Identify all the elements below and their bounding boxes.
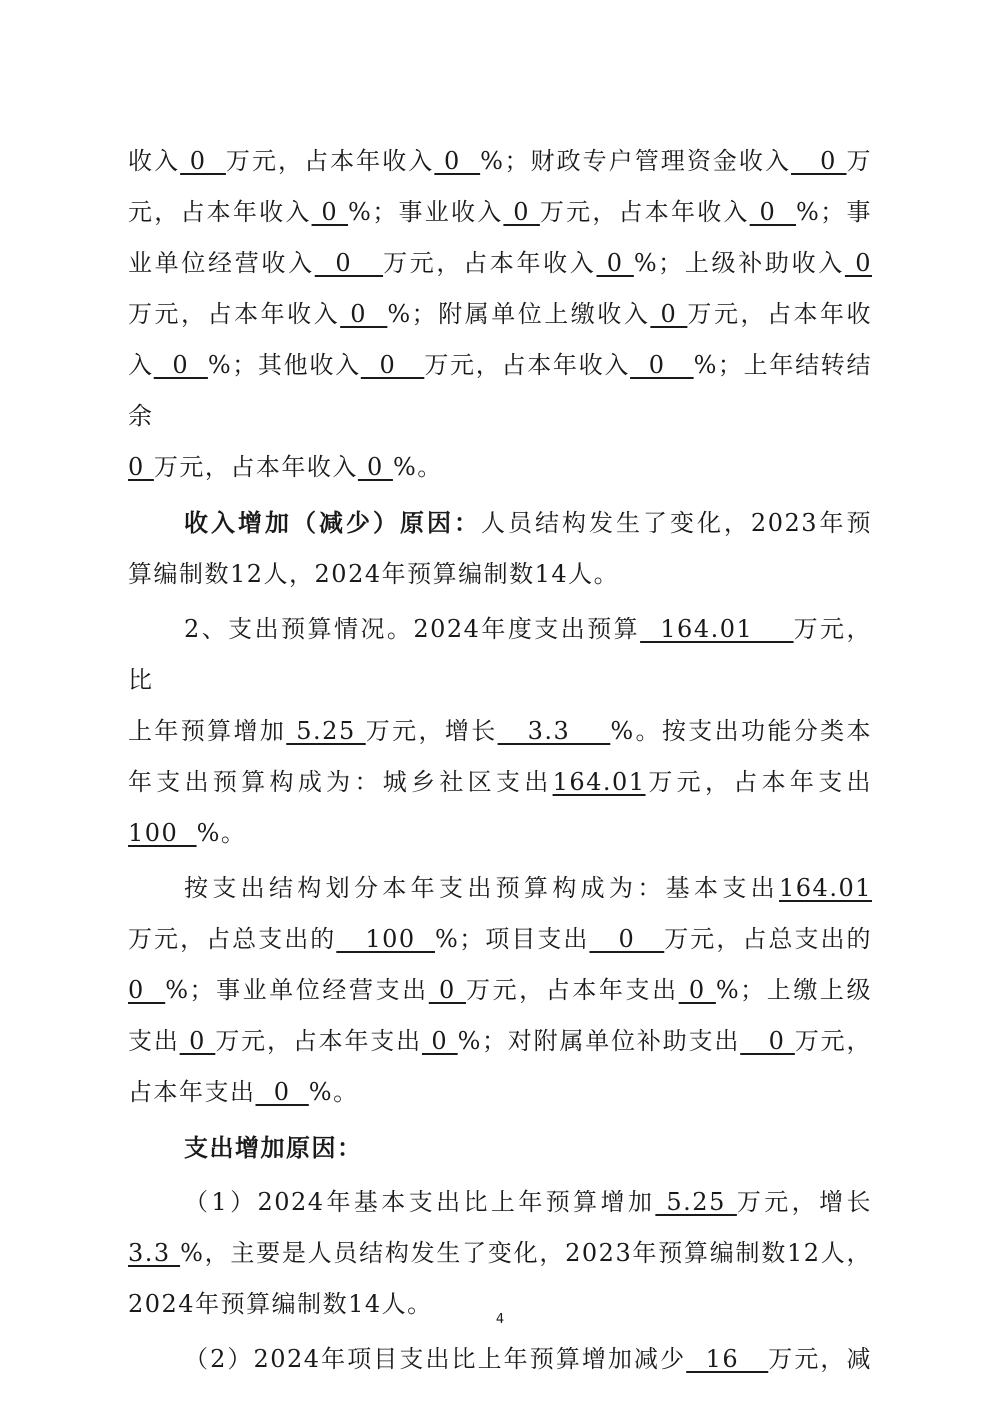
- underlined-value: 0: [180, 147, 226, 175]
- text: 收入: [128, 147, 181, 175]
- text: 万元，增长: [365, 717, 498, 745]
- underlined-value: 0: [314, 249, 384, 277]
- underlined-value: 5.25: [655, 1188, 737, 1216]
- text: 2、支出预算情况。2024年度支出预算: [184, 615, 641, 643]
- text: 人员结构发生了变化，2023年预: [480, 509, 873, 537]
- underlined-value: 0: [360, 351, 425, 379]
- underlined-value: 0: [844, 249, 873, 277]
- paragraph-income-line-1: [128, 136, 872, 187]
- text: %；上级补助收入: [633, 249, 845, 277]
- paragraph-structure-line-2: [128, 914, 872, 965]
- paragraph-structure-line-3: [128, 965, 872, 1016]
- paragraph-income-line-5: [128, 340, 872, 442]
- text: %；附属单位上缴收入: [387, 300, 651, 328]
- text: 万元，占本年支出: [645, 768, 873, 796]
- text: %；事业单位经营支出: [165, 976, 429, 1004]
- text: %；上年结转结余: [128, 351, 873, 430]
- text: 万元，占本年收入: [424, 351, 631, 379]
- underlined-value: 5.25: [286, 717, 366, 745]
- underlined-value: 0: [791, 147, 847, 175]
- page-number: 4: [495, 1312, 505, 1327]
- section-heading-expenditure-reason: [128, 1122, 872, 1173]
- text: %；其他收入: [207, 351, 361, 379]
- underlined-value: 0: [153, 351, 208, 379]
- underlined-value: 0: [428, 976, 466, 1004]
- paragraph-structure-line-5: [128, 1067, 872, 1118]
- text: 万元，占总支出的: [664, 925, 873, 953]
- underlined-value: 3.3: [497, 717, 611, 745]
- text: 按支出结构划分本年支出预算构成为：基本支出: [184, 874, 780, 902]
- underlined-value: 3.3: [128, 1239, 181, 1267]
- underlined-value: 16: [686, 1345, 769, 1373]
- underlined-value: 0: [650, 300, 688, 328]
- paragraph-reason-1-line-1: [128, 1177, 872, 1228]
- underlined-value: 0: [357, 453, 393, 481]
- text: %；项目支出: [434, 925, 590, 953]
- text: %。: [392, 453, 443, 481]
- text: 万元，占本年支出: [465, 976, 679, 1004]
- underlined-value: 0: [128, 453, 154, 481]
- text: 万: [846, 147, 873, 175]
- underlined-value: 164.01: [552, 768, 646, 796]
- text: 年支出预算构成为：城乡社区支出: [128, 768, 553, 796]
- underlined-value: 0: [749, 198, 796, 226]
- underlined-value: 0: [340, 300, 388, 328]
- underlined-value: 0: [434, 147, 481, 175]
- text: 元，占本年收入: [128, 198, 312, 226]
- underlined-value: 0: [589, 925, 665, 953]
- text: 万元，占本年收入: [128, 300, 341, 328]
- paragraph-income-reason-line-1: [128, 497, 872, 549]
- underlined-value: 0: [255, 1078, 309, 1106]
- text: 万元，占本年收: [687, 300, 873, 328]
- text: 万元，占本年支出: [215, 1027, 422, 1055]
- underlined-value: 0: [596, 249, 634, 277]
- section-heading: 支出增加原因：: [184, 1133, 363, 1162]
- text: %；上缴上级: [715, 976, 873, 1004]
- text: 万元，占总支出的: [128, 925, 337, 953]
- text: 万元，比: [128, 615, 873, 694]
- text: %；对附属单位补助支出: [457, 1027, 741, 1055]
- underlined-value: 100: [336, 925, 435, 953]
- section-heading: 收入增加（减少）原因：: [184, 508, 481, 537]
- paragraph-expenditure-line-4: [128, 808, 872, 859]
- underlined-value: 0: [678, 976, 716, 1004]
- text: 入: [128, 351, 154, 379]
- paragraph-expenditure-line-1: [128, 604, 872, 706]
- text: 万元，减: [768, 1345, 872, 1373]
- paragraph-income-line-3: [128, 238, 872, 289]
- underlined-value: 0: [630, 351, 694, 379]
- underlined-value: 0: [179, 1027, 216, 1055]
- underlined-value: 0: [503, 198, 540, 226]
- text: 万元，占本年收入: [539, 198, 750, 226]
- text: %，主要是人员结构发生了变化，2023年预算编制数12人，: [180, 1239, 873, 1267]
- paragraph-reason-1-line-2: [128, 1228, 872, 1279]
- text: %。按支出功能分类本: [610, 717, 873, 745]
- underlined-value: 0: [128, 976, 166, 1004]
- underlined-value: 100: [128, 819, 197, 847]
- text: 万元，占本年收入: [383, 249, 597, 277]
- text: %。: [308, 1078, 359, 1106]
- text: 万元，: [794, 1027, 873, 1055]
- underlined-value: 0: [421, 1027, 458, 1055]
- text: 上年预算增加: [128, 717, 287, 745]
- underlined-value: 164.01: [640, 615, 794, 643]
- text: 业单位经营收入: [128, 249, 315, 277]
- text: 算编制数12人，2024年预算编制数14人。: [128, 560, 620, 588]
- paragraph-reason-2-line-1: [128, 1334, 872, 1385]
- text: 万元，占本年收入: [225, 147, 435, 175]
- text: （2）2024年项目支出比上年预算增加减少: [184, 1345, 687, 1373]
- paragraph-income-line-2: [128, 187, 872, 238]
- paragraph-income-line-4: [128, 289, 872, 340]
- text: 万元，增长: [736, 1188, 872, 1216]
- underlined-value: 164.01: [779, 874, 872, 902]
- underlined-value: 0: [311, 198, 349, 226]
- paragraph-income-line-6: [128, 442, 872, 493]
- paragraph-structure-line-4: [128, 1016, 872, 1067]
- document-body: [128, 136, 872, 1385]
- text: %；事: [795, 198, 873, 226]
- text: %；事业收入: [348, 198, 504, 226]
- paragraph-expenditure-line-3: [128, 757, 872, 808]
- paragraph-structure-line-1: [128, 863, 872, 914]
- text: 万元，占本年收入: [153, 453, 358, 481]
- paragraph-expenditure-line-2: [128, 706, 872, 757]
- text: %；财政专户管理资金收入: [480, 147, 792, 175]
- text: 占本年支出: [128, 1078, 256, 1106]
- text: %。: [196, 819, 247, 847]
- text: （1）2024年基本支出比上年预算增加: [184, 1188, 656, 1216]
- paragraph-income-reason-line-2: [128, 549, 872, 600]
- text: 2024年预算编制数14人。: [128, 1290, 433, 1318]
- text: 支出: [128, 1027, 180, 1055]
- underlined-value: 0: [740, 1027, 795, 1055]
